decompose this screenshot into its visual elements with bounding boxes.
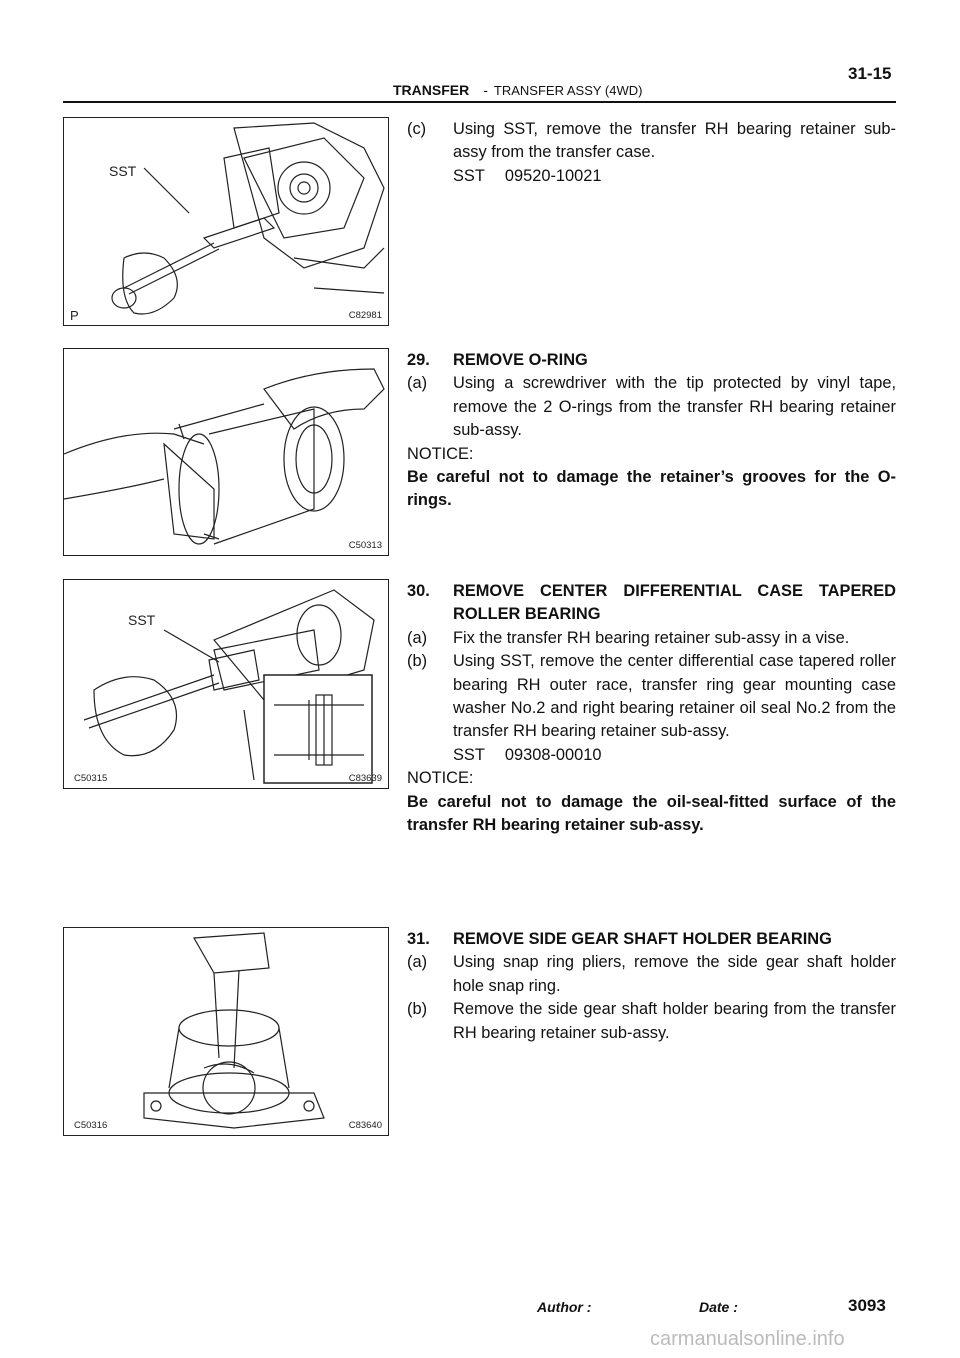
footer-author-label: Author : bbox=[537, 1299, 592, 1315]
step-marker: (a) bbox=[407, 628, 428, 647]
figure-snap-ring-removal bbox=[63, 927, 389, 1136]
callout-sst: SST bbox=[109, 163, 137, 179]
section-header bbox=[393, 82, 642, 98]
callout-sst: SST bbox=[128, 612, 156, 628]
step-c bbox=[407, 118, 896, 165]
step-title: REMOVE CENTER DIFFERENTIAL CASE TAPERED ROLLER BEARING bbox=[453, 582, 896, 624]
step-c-block bbox=[407, 118, 896, 188]
figure-bearing-removal bbox=[63, 579, 389, 789]
sst-label: SST bbox=[453, 745, 485, 764]
step-29a bbox=[407, 372, 896, 442]
figure-code-left: C50316 bbox=[74, 1120, 108, 1131]
step-31-block bbox=[407, 928, 896, 1045]
watermark: carmanualsonline.info bbox=[650, 1328, 845, 1350]
sst-number: 09520-10021 bbox=[504, 166, 602, 185]
step-marker: (c) bbox=[407, 120, 427, 138]
step-title: REMOVE SIDE GEAR SHAFT HOLDER BEARING bbox=[453, 930, 832, 948]
figure-corner-mark: P bbox=[70, 308, 79, 323]
subsection-title: TRANSFER ASSY (4WD) bbox=[493, 83, 643, 98]
figure-code-right: C83640 bbox=[348, 1120, 382, 1131]
step-text: Using a screwdriver with the tip protected by vinyl tape, remove the 2 O-rings from the transfer RH bearing retainer sub-assy. bbox=[453, 374, 896, 440]
step-text: Remove the side gear shaft holder bearing from the transfer RH bearing retainer sub-assy. bbox=[453, 1000, 896, 1042]
step-30-block bbox=[407, 580, 896, 837]
page-number: 31-15 bbox=[848, 64, 892, 83]
step-marker: (b) bbox=[407, 652, 428, 671]
step-text: Using snap ring pliers, remove the side gear shaft holder hole snap ring. bbox=[453, 953, 896, 995]
sst-number: 09308-00010 bbox=[504, 745, 602, 764]
illustration-bearing-removal bbox=[64, 580, 389, 789]
step-text: Fix the transfer RH bearing retainer sub-assy in a vise. bbox=[453, 628, 850, 647]
step-29-heading bbox=[407, 349, 896, 372]
section-title: TRANSFER bbox=[393, 82, 470, 98]
sst-label: SST bbox=[453, 166, 485, 185]
step-title: REMOVE O-RING bbox=[453, 351, 588, 369]
footer-page-number: 3093 bbox=[848, 1296, 886, 1315]
illustration-retainer-removal bbox=[64, 118, 389, 326]
header-separator: - bbox=[483, 82, 488, 98]
figure-code: C50313 bbox=[348, 540, 382, 551]
notice-text: Be careful not to damage the oil-seal-fitted surface of the transfer RH bearing retainer sub-assy. bbox=[407, 792, 896, 835]
illustration-snap-ring-removal bbox=[64, 928, 389, 1136]
step-31b bbox=[407, 998, 896, 1045]
notice-text: Be careful not to damage the retainer’s grooves for the O-rings. bbox=[407, 468, 896, 510]
step-text: Using SST, remove the transfer RH bearing retainer sub-assy from the transfer case. bbox=[453, 120, 896, 162]
step-number: 30. bbox=[407, 582, 430, 600]
step-number: 29. bbox=[407, 351, 430, 369]
figure-oring-removal bbox=[63, 348, 389, 556]
step-marker: (b) bbox=[407, 1000, 428, 1019]
sst-line bbox=[453, 744, 896, 767]
figure-code-right: C83639 bbox=[348, 773, 382, 784]
step-marker: (a) bbox=[407, 374, 428, 393]
step-29-block bbox=[407, 349, 896, 513]
illustration-oring-removal bbox=[64, 349, 389, 556]
step-marker: (a) bbox=[407, 953, 428, 972]
step-number: 31. bbox=[407, 930, 430, 948]
step-30b bbox=[407, 650, 896, 744]
notice-label: NOTICE: bbox=[407, 769, 474, 788]
step-30-heading bbox=[407, 580, 896, 627]
header-rule bbox=[63, 101, 896, 103]
figure-sst-retainer-removal bbox=[63, 117, 389, 326]
step-30a bbox=[407, 627, 896, 650]
step-31a bbox=[407, 951, 896, 998]
figure-code-left: C50315 bbox=[74, 773, 108, 784]
step-text: Using SST, remove the center differential case tapered roller bearing RH outer race, transfer ring gear mounting case washer No.2 and right bearing retainer oil seal No.2 from the transfer RH bearing retainer sub-assy. bbox=[453, 652, 896, 741]
figure-code: C82981 bbox=[348, 310, 382, 321]
step-31-heading bbox=[407, 928, 896, 951]
sst-line bbox=[453, 165, 896, 188]
notice-label: NOTICE: bbox=[407, 444, 474, 463]
footer-date-label: Date : bbox=[699, 1299, 738, 1315]
